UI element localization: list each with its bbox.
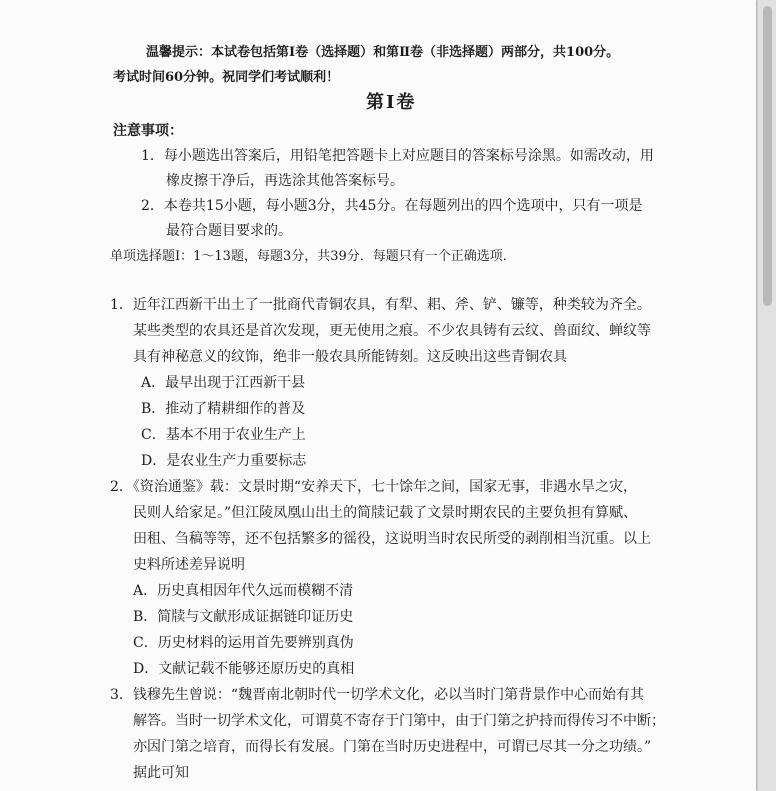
q3-stem-line-4: 据此可知 — [133, 765, 189, 781]
q2-option-b: B．简牍与文献形成证据链印证历史 — [133, 609, 354, 625]
q1-stem-line-2: 某些类型的农具还是首次发现，更无使用之痕。不少农具铸有云纹、兽面纹、蝉纹等 — [133, 323, 651, 339]
tip-line-1: 温馨提示：本试卷包括第Ⅰ卷（选择题）和第Ⅱ卷（非选择题）两部分，共100分。 — [146, 45, 620, 60]
q1-stem-line-1: 1．近年江西新干出土了一批商代青铜农具，有犁、耜、斧、铲、镰等，种类较为齐全。 — [110, 297, 651, 313]
section-title: 第Ⅰ卷 — [366, 92, 417, 113]
q1-option-d: D．是农业生产力重要标志 — [141, 453, 307, 469]
q1-option-b: B．推动了精耕细作的普及 — [141, 401, 306, 417]
q2-stem-line-2: 民则人给家足。”但江陵凤凰山出土的简牍记载了文景时期农民的主要负担有算赋、 — [133, 505, 638, 521]
q1-option-a: A．最早出现于江西新干县 — [141, 375, 306, 391]
q2-option-d: D．文献记载不能够还原历史的真相 — [133, 661, 355, 677]
q2-stem-line-1: 2．《资治通鉴》载：文景时期“安养天下，七十馀年之间，国家无事，非遇水旱之灾， — [110, 479, 638, 495]
q2-option-c: C．历史材料的运用首先要辨别真伪 — [133, 635, 354, 651]
note-2-line-1: 2．本卷共15小题，每小题3分，共45分。在每题列出的四个选项中，只有一项是 — [141, 198, 643, 214]
q1-stem-line-3: 具有神秘意义的纹饰，绝非一般农具所能铸刻。这反映出这些青铜农具 — [133, 349, 567, 365]
q3-stem-line-3: 亦因门第之培育，而得长有发展。门第在当时历史进程中，可谓已尽其一分之功绩。” — [133, 739, 652, 755]
q1-option-c: C．基本不用于农业生产上 — [141, 427, 306, 443]
scrollbar-thumb[interactable] — [763, 6, 772, 306]
q2-option-a: A．历史真相因年代久远而模糊不清 — [133, 583, 354, 599]
note-1-line-2: 橡皮擦干净后，再选涂其他答案标号。 — [166, 173, 404, 189]
note-2-line-2: 最符合题目要求的。 — [166, 223, 292, 239]
q3-stem-line-1: 3．钱穆先生曾说：“魏晋南北朝时代一切学术文化，必以当时门第背景作中心而始有其 — [110, 687, 645, 703]
q2-stem-line-4: 史料所述差异说明 — [133, 557, 245, 573]
notes-heading: 注意事项： — [113, 123, 183, 139]
note-1-line-1: 1．每小题选出答案后，用铅笔把答题卡上对应题目的答案标号涂黑。如需改动，用 — [141, 148, 654, 164]
q3-stem-line-2: 解答。当时一切学术文化，可谓莫不寄存于门第中，由于门第之护持而得传习不中断； — [133, 713, 665, 729]
tip-line-2: 考试时间60分钟。祝同学们考试顺利！ — [113, 70, 340, 85]
q2-stem-line-3: 田租、刍稿等等，还不包括繁多的徭役，这说明当时农民所受的剥削相当沉重。以上 — [133, 531, 651, 547]
vertical-scrollbar[interactable] — [757, 0, 776, 791]
section-instruction: 单项选择题Ⅰ：1～13题，每题3分，共39分．每题只有一个正确选项． — [110, 249, 516, 264]
